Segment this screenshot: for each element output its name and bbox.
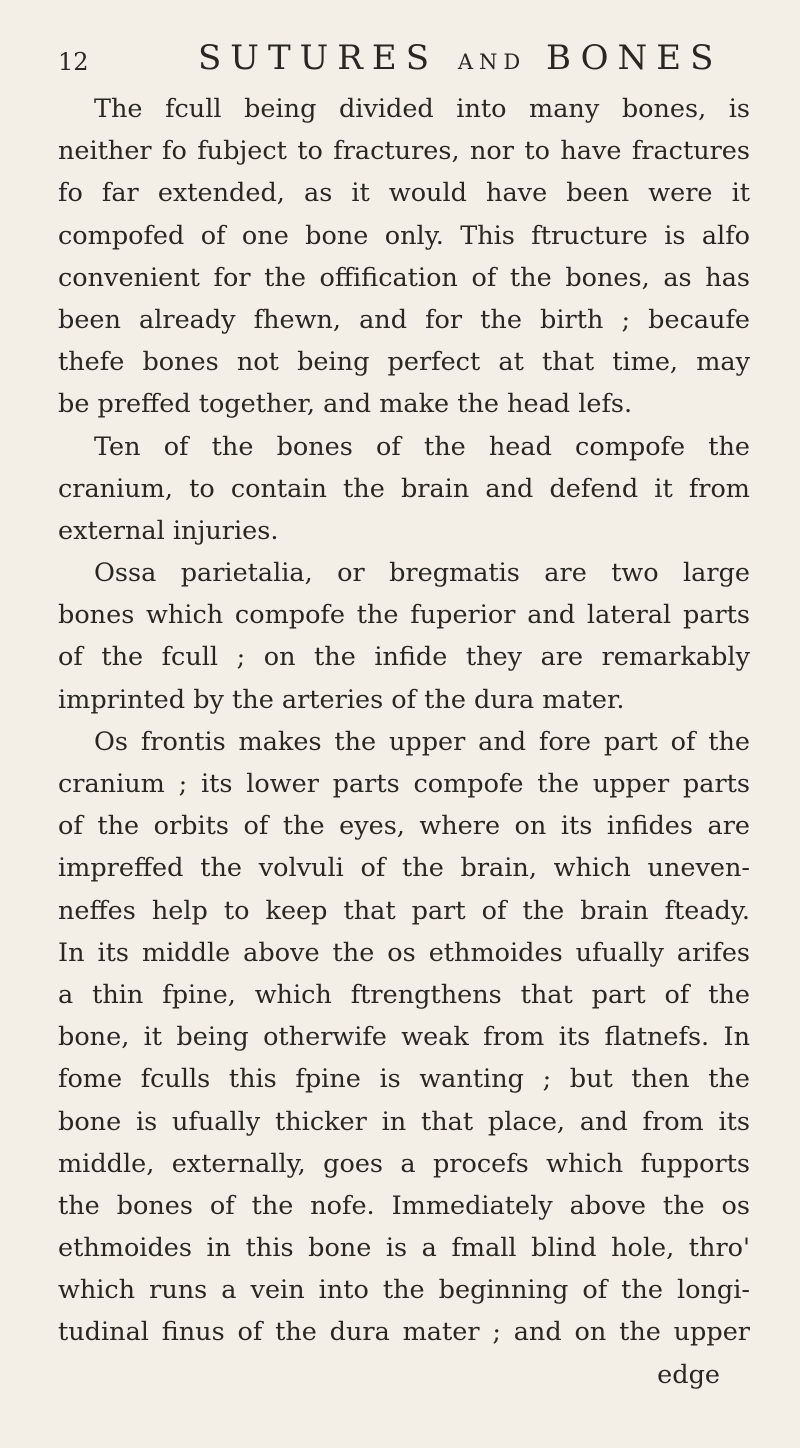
text-line: be preffed together, and make the head lefs. (58, 389, 633, 420)
text-line: compofed of one bone only. This ftructure is alfo (58, 220, 750, 251)
text-line: imprinted by the arteries of the dura mater. (58, 684, 625, 715)
text-line: Ossa parietalia, or bregmatis are two large (94, 558, 750, 589)
catchword: edge (657, 1359, 720, 1390)
title-word-bones: BONES (546, 38, 723, 78)
title-word-sutures: SUTURES (198, 38, 438, 78)
text-line: neither fo fubject to fractures, nor to have fractures (58, 136, 750, 167)
text-line: fo far extended, as it would have been were it (58, 178, 750, 209)
text-line: Ten of the bones of the head compofe the (94, 431, 750, 462)
text-line: been already fhewn, and for the birth ; becaufe (58, 304, 750, 335)
text-line: fome fculls this fpine is wanting ; but then the (58, 1064, 750, 1095)
body-text (58, 88, 750, 1396)
text-line: neffes help to keep that part of the brain fteady. (58, 895, 750, 926)
text-line: The fcull being divided into many bones, is (94, 94, 750, 124)
text-line: tudinal finus of the dura mater ; and on the upper (58, 1317, 750, 1348)
text-line: bones which compofe the fuperior and lateral parts (58, 600, 750, 631)
text-line: cranium, to contain the brain and defend it from (58, 473, 750, 504)
text-line: which runs a vein into the beginning of the longi- (58, 1275, 750, 1306)
page-number: 12 (58, 48, 89, 76)
text-line: of the fcull ; on the infide they are remarkably (58, 642, 750, 673)
title-word-and: AND (457, 50, 527, 74)
running-header (58, 38, 758, 78)
running-title (198, 38, 722, 82)
text-line: bone is ufually thicker in that place, and from its (58, 1106, 750, 1137)
text-line: the bones of the nofe. Immediately above the os (58, 1190, 750, 1221)
text-line: ethmoides in this bone is a fmall blind hole, thro' (58, 1233, 750, 1264)
text-line: a thin fpine, which ftrengthens that part of the (58, 979, 750, 1010)
text-line: external injuries. (58, 515, 279, 546)
text-line: of the orbits of the eyes, where on its infides are (58, 811, 750, 842)
text-line: bone, it being otherwife weak from its flatnefs. In (58, 1022, 750, 1053)
text-line: middle, externally, goes a procefs which fupports (58, 1148, 750, 1179)
text-line: In its middle above the os ethmoides ufually arifes (58, 937, 750, 968)
text-line: impreffed the volvuli of the brain, which uneven- (58, 853, 750, 884)
text-line: Os frontis makes the upper and fore part of the (94, 726, 750, 757)
text-line: thefe bones not being perfect at that time, may (58, 347, 750, 378)
text-line: convenient for the offification of the bones, as has (58, 262, 750, 293)
text-line: cranium ; its lower parts compofe the upper parts (58, 769, 750, 799)
